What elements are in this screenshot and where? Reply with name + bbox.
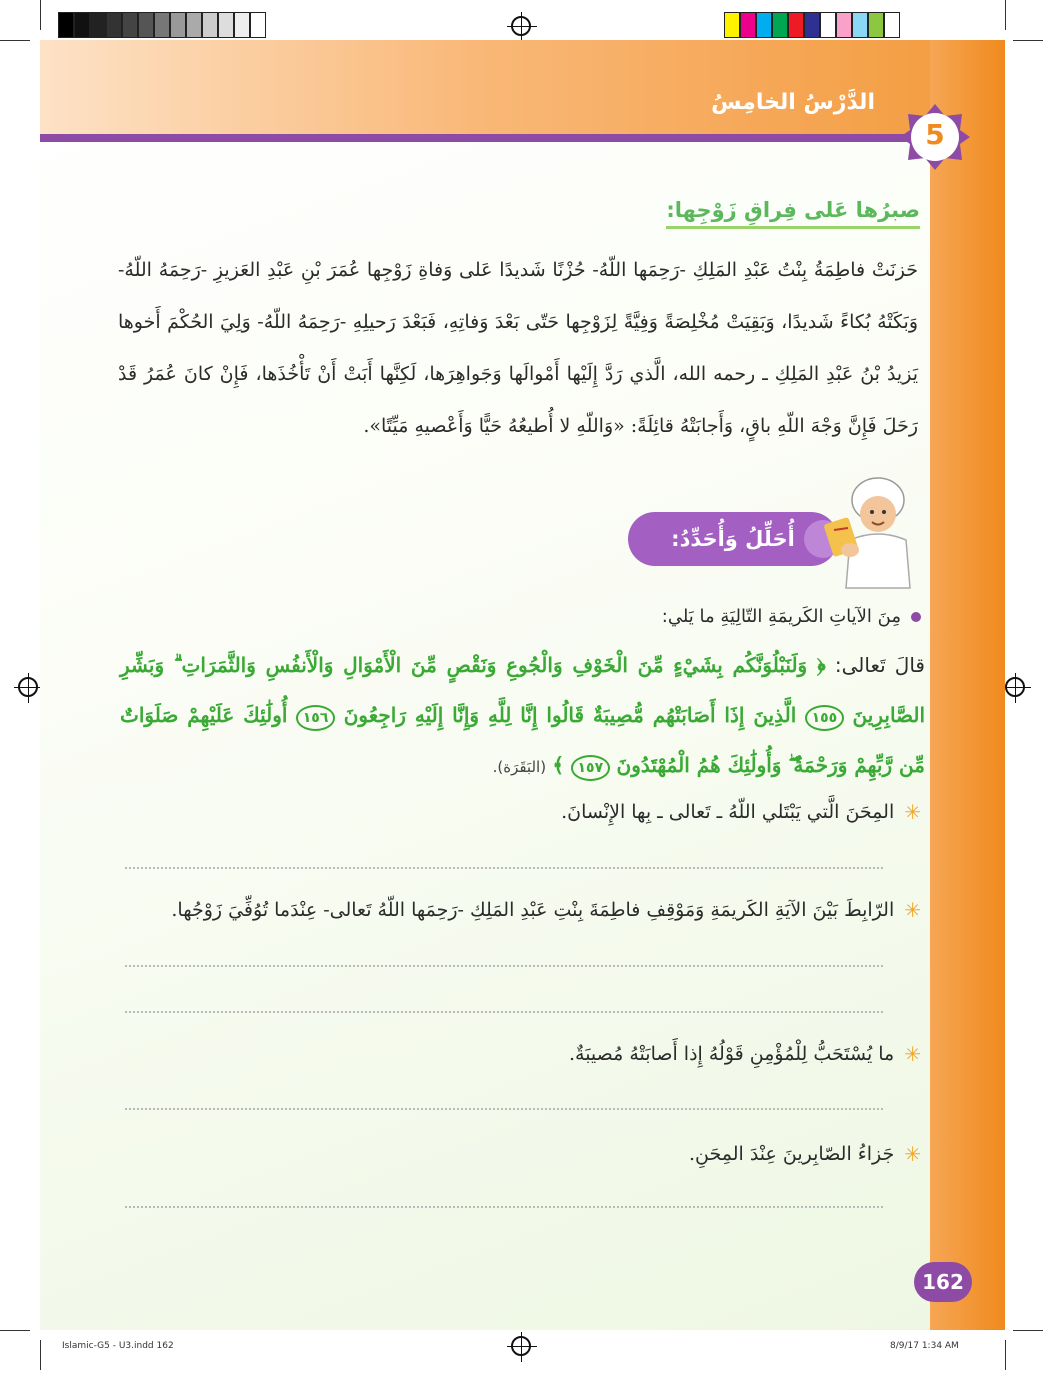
activity-intro-text: مِنَ الآياتِ الكَريمَةِ التّالِيَةِ ما يَلي: (661, 606, 901, 627)
gray-registration-bar (58, 12, 266, 38)
crop-mark (0, 1330, 30, 1331)
slug-file: Islamic-G5 - U3.indd 162 (62, 1341, 174, 1351)
activity-intro (662, 606, 921, 627)
answer-line-4[interactable] (125, 1108, 883, 1110)
verse-157: أُولَٰئِكَ عَلَيْهِمْ صَلَوَاتٌ مِّن رَّبِّهِمْ وَرَحْمَةٌ ۖ وَأُولَٰئِكَ هُمُ الْمُهْتَدُونَ (120, 703, 925, 777)
crop-mark (1005, 1340, 1006, 1370)
ayah-number-155: ١٥٥ (805, 705, 845, 731)
section-paragraph: حَزنَتْ فاطِمَةُ بِنْتُ عَبْدِ المَلِكِ -رَحِمَها اللّهُ- حُزْنًا شَديدًا عَلى وَفاةِ زَوْجِها عُمَرَ بْنِ عَبْدِ العَزيزِ -رَحِمَهُ اللّهُ- وَبَكَتْهُ بُكاءً شَديدًا، وَبَقِيَتْ مُخْلِصَةً وَفِيَّةً لِزَوْجِها حَتّى بَعْدَ وَفاتِهِ، فَبَعْدَ رَحيلِهِ -رَحِمَهُ اللّهُ- وَلِيَ الحُكْمَ أَخوها يَزيدُ بْنُ عَبْدِ المَلِكِ ـ رحمه الله، الَّذي رَدَّ إِلَيْها أَمْوالَها وَجَواهِرَها، لَكِنَّها أَبَتْ أَنْ تَأْخُذَها، فَإِنْ كانَ عُمَرُ قَدْ رَحَلَ فَإِنَّ وَجْهَ اللّهِ باقٍ، وَأَجابَتْهُ قائِلَةً: «وَاللّهِ لا أُطيعُهُ حَيًّا وَأَعْصيهِ مَيِّتًا». (118, 259, 918, 437)
registration-crosshair-top (511, 16, 531, 36)
registration-swatch (740, 12, 756, 38)
question-1 (561, 800, 921, 824)
answer-line-1[interactable] (125, 867, 883, 869)
answer-line-3[interactable] (125, 1011, 883, 1013)
registration-swatch (170, 12, 186, 38)
lesson-number: 5 (925, 118, 945, 151)
answer-line-5[interactable] (125, 1206, 883, 1208)
lesson-title: الدَّرْسُ الخامِسُ (711, 90, 875, 115)
registration-swatch (90, 12, 106, 38)
registration-swatch (58, 12, 74, 38)
crop-mark (40, 1340, 41, 1370)
registration-swatch (756, 12, 772, 38)
question-4-text: جَزاءُ الصّابِرينَ عِنْدَ المِحَنِ. (688, 1143, 895, 1165)
registration-swatch (74, 12, 90, 38)
question-4 (689, 1142, 921, 1166)
crop-mark (1013, 40, 1043, 41)
registration-crosshair-left (18, 677, 38, 697)
crop-mark (1013, 1330, 1043, 1331)
activity-title: أُحَلِّلُ وَأُحَدِّدُ: (671, 527, 795, 551)
section-title: صبرُها عَلى فِراقِ زَوْجِها: (666, 198, 920, 229)
star-bullet-icon: ✳ (904, 898, 921, 922)
registration-swatch (106, 12, 122, 38)
registration-swatch (202, 12, 218, 38)
crop-mark (1005, 0, 1006, 30)
page-number: 162 (914, 1262, 972, 1302)
star-bullet-icon: ✳ (904, 1042, 921, 1066)
star-bullet-icon: ✳ (904, 1142, 921, 1166)
surah-name: (البَقَرَة). (492, 758, 547, 776)
crop-mark (40, 0, 41, 30)
registration-swatch (218, 12, 234, 38)
registration-swatch (154, 12, 170, 38)
registration-swatch (804, 12, 820, 38)
verse-155: ﴿ وَلَنَبْلُوَنَّكُم بِشَيْءٍ مِّنَ الْخَوْفِ وَالْجُوعِ وَنَقْصٍ مِّنَ الْأَمْوَالِ وَالْأَنفُسِ وَالثَّمَرَاتِ ۗ وَبَشِّرِ الصَّابِرِينَ (120, 653, 926, 727)
star-bullet-icon: ✳ (904, 800, 921, 824)
question-3-text: ما يُسْتَحَبُّ لِلْمُؤْمِنِ قَوْلُهُ إِذا أَصابَتْهُ مُصيبَةٌ. (568, 1043, 895, 1065)
student-writing-icon (820, 470, 916, 590)
registration-swatch (186, 12, 202, 38)
registration-swatch (884, 12, 900, 38)
registration-swatch (836, 12, 852, 38)
verse-close-bracket: ﴾ (552, 753, 565, 777)
header-divider (40, 134, 930, 142)
quran-verses (120, 640, 925, 792)
registration-swatch (852, 12, 868, 38)
crop-mark (0, 40, 30, 41)
registration-swatch (250, 12, 266, 38)
registration-crosshair-bottom (511, 1336, 531, 1356)
registration-crosshair-right (1005, 677, 1025, 697)
registration-swatch (788, 12, 804, 38)
registration-swatch (234, 12, 250, 38)
slug-date: 8/9/17 1:34 AM (890, 1341, 959, 1351)
answer-line-2[interactable] (125, 965, 883, 967)
verse-prefix: قالَ تَعالى: (834, 653, 925, 677)
registration-swatch (724, 12, 740, 38)
verse-156: الَّذِينَ إِذَا أَصَابَتْهُم مُّصِيبَةٌ قَالُوا إِنَّا لِلَّهِ وَإِنَّا إِلَيْهِ رَاجِعُونَ (343, 703, 797, 727)
color-registration-bar (724, 12, 900, 38)
registration-swatch (122, 12, 138, 38)
registration-swatch (820, 12, 836, 38)
registration-swatch (138, 12, 154, 38)
activity-title-pill (628, 512, 838, 566)
bullet-dot-icon (911, 612, 921, 622)
question-3 (569, 1042, 921, 1066)
ayah-number-156: ١٥٦ (296, 705, 336, 731)
question-1-text: المِحَنَ الَّتي يَبْتَلي اللّهُ ـ تَعالى ـ بِها الإِنْسانَ. (561, 801, 895, 823)
ayah-number-157: ١٥٧ (571, 755, 611, 781)
question-2 (171, 898, 921, 922)
registration-swatch (772, 12, 788, 38)
side-band (930, 40, 1005, 1330)
question-2-text: الرّابِطَ بَيْنَ الآيَةِ الكَريمَةِ وَمَوْقِفِ فاطِمَةَ بِنْتِ عَبْدِ المَلِكِ -رَحِمَها اللّهُ تَعالى- عِنْدَما تُوُفِّيَ زَوْجُها. (171, 899, 895, 921)
registration-swatch (868, 12, 884, 38)
